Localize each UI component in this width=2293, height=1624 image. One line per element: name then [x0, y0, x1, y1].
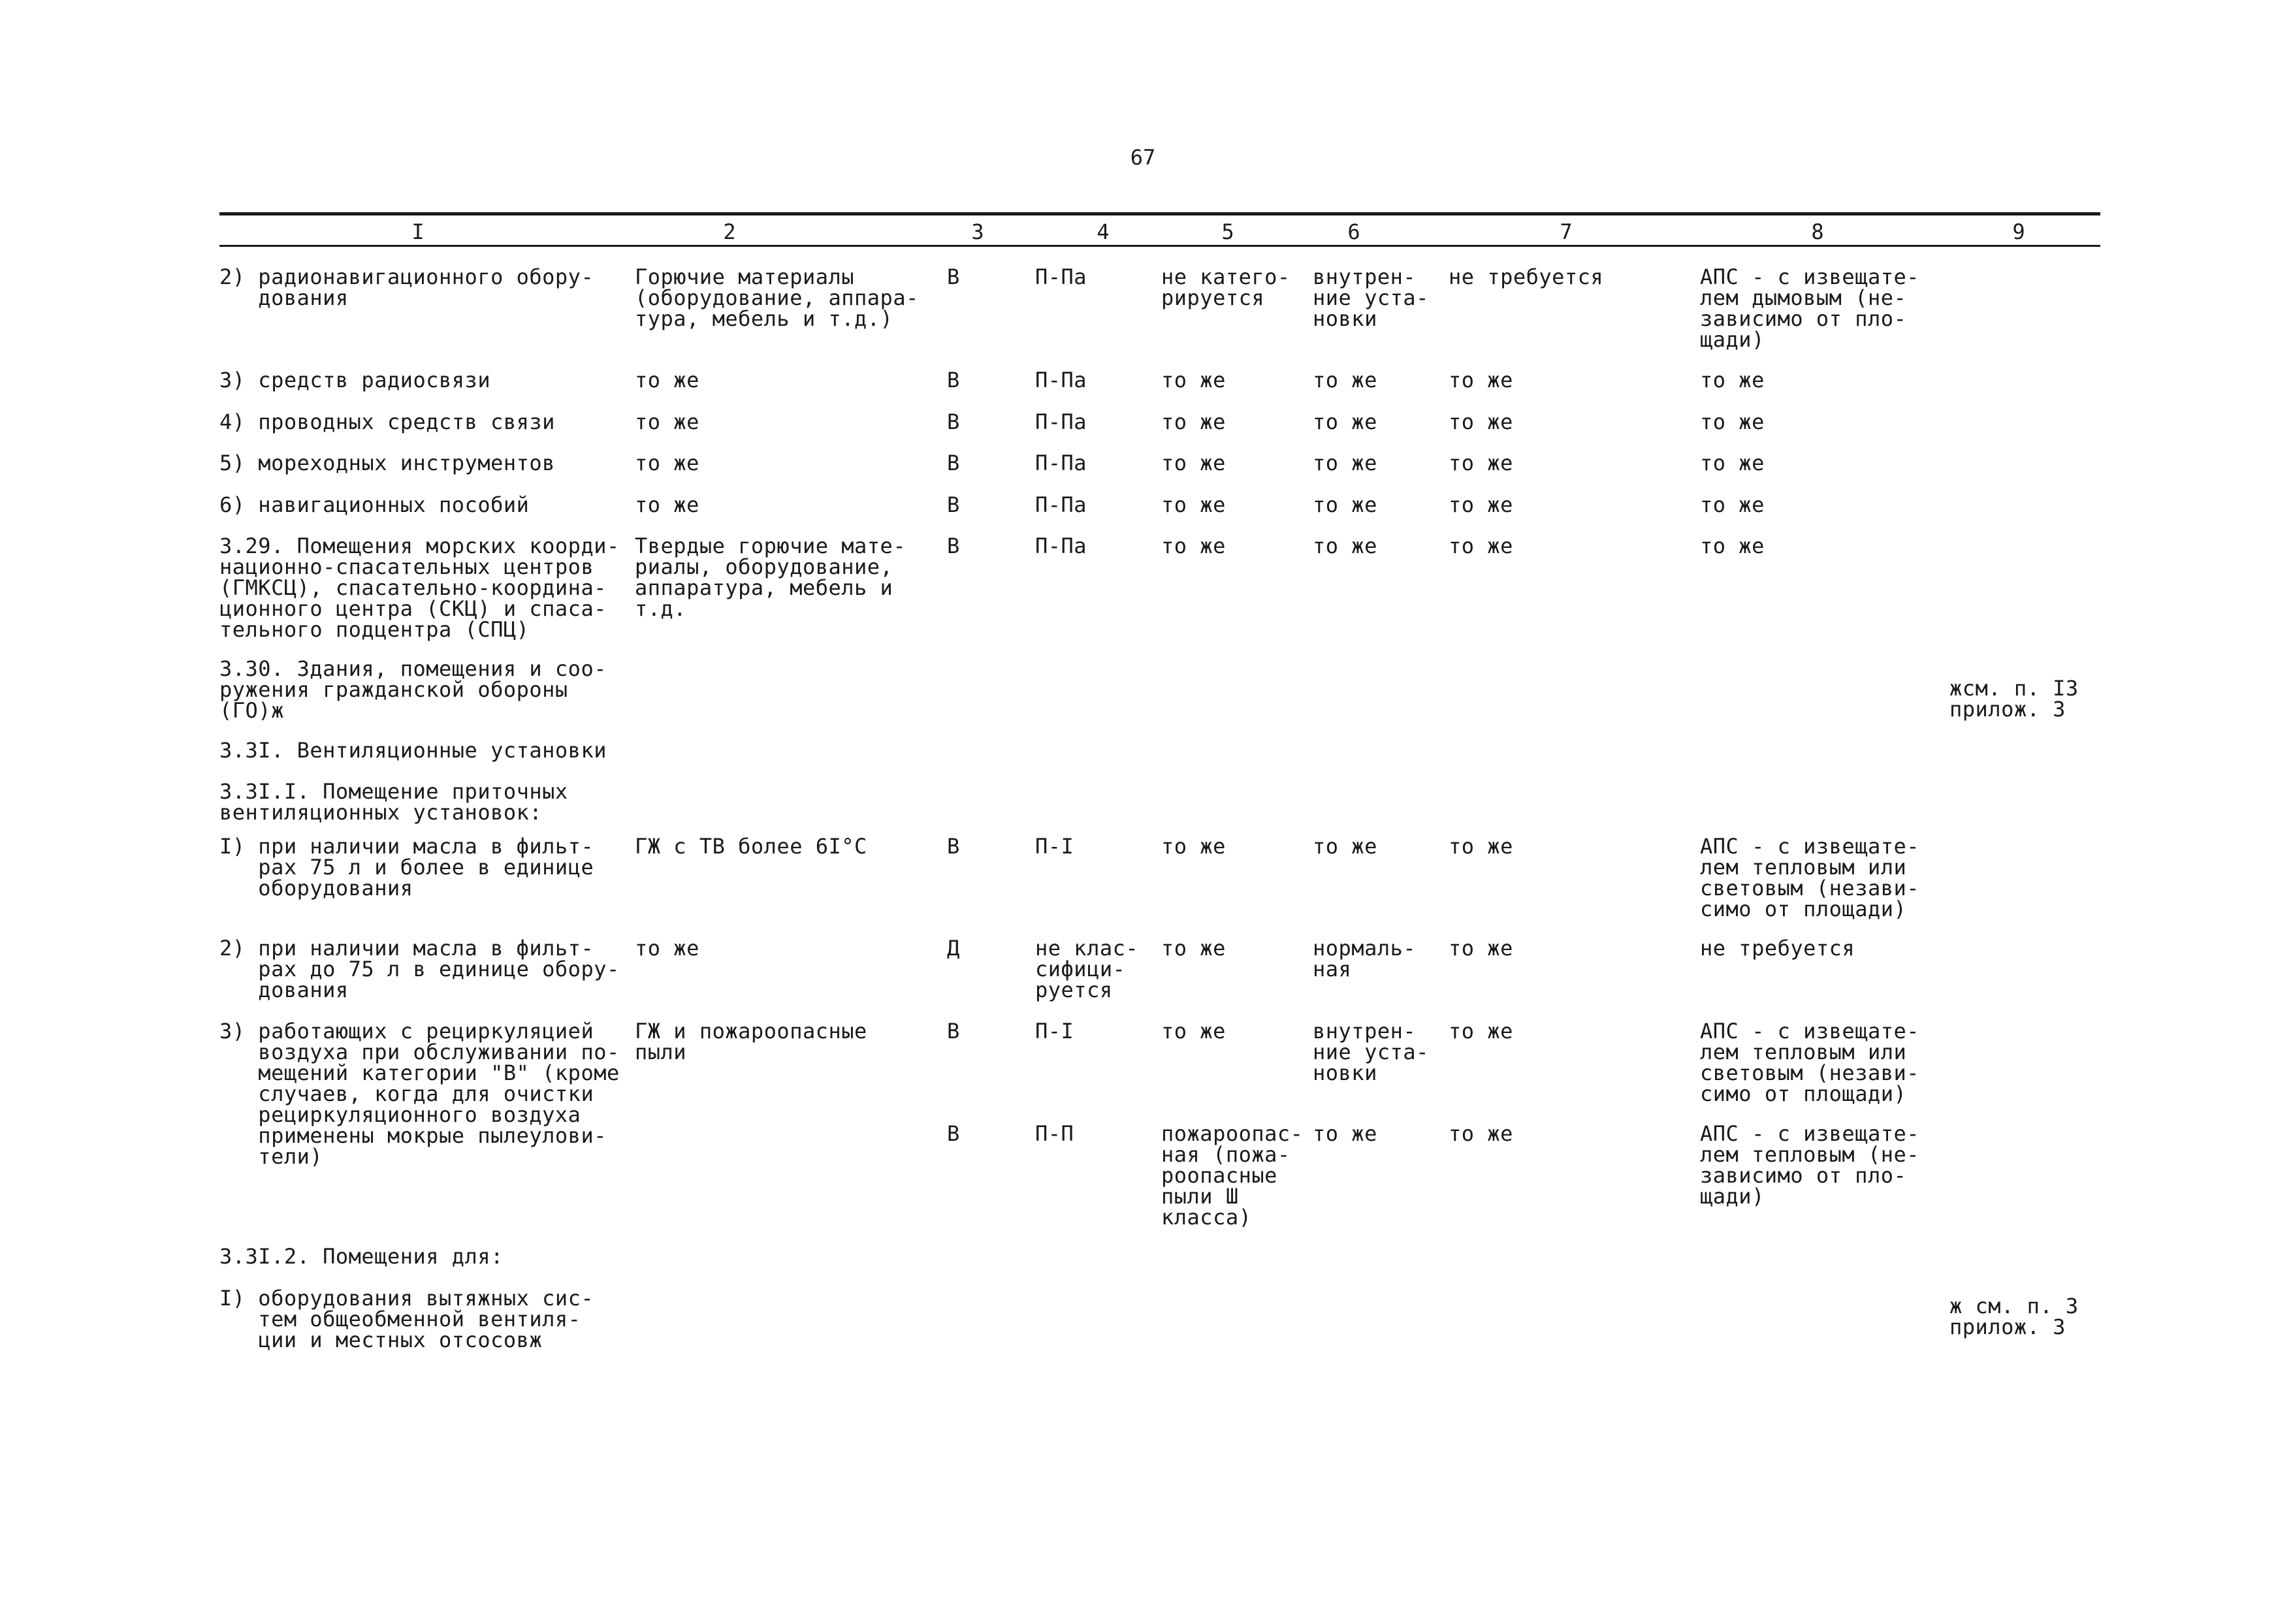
table-cell-c5: то же	[1161, 368, 1226, 392]
page-number: 67	[1130, 145, 1156, 170]
table-cell-c7: то же	[1449, 533, 1513, 558]
table-cell-c3: В	[947, 368, 960, 392]
table-cell-c5: пожароопас- ная (пожа- роопасные пыли Ш класса)	[1161, 1121, 1304, 1230]
table-cell-c1: 3.3I.I. Помещение приточных вентиляционных установок:	[219, 779, 568, 825]
column-number-1: I	[411, 219, 425, 244]
table-cell-c3: В	[947, 492, 960, 517]
table-cell-c4: П-П	[1035, 1121, 1074, 1146]
table-cell-c4: П-Па	[1035, 492, 1087, 517]
table-cell-c4: П-Па	[1035, 409, 1087, 434]
table-cell-c2: то же	[635, 451, 699, 475]
column-number-3: 3	[971, 219, 984, 244]
table-cell-c3: В	[947, 834, 960, 859]
table-cell-c7: то же	[1449, 1121, 1513, 1146]
table-cell-c1: I) оборудования вытяжных сис- тем общеобменной вентиля- ции и местных отсосовж	[219, 1286, 594, 1352]
column-number-5: 5	[1221, 219, 1234, 244]
table-cell-c2: то же	[635, 368, 699, 392]
table-cell-c7: то же	[1449, 834, 1513, 859]
table-cell-c4: не клас- сифици- руется	[1035, 936, 1139, 1002]
table-cell-c4: П-I	[1035, 1019, 1074, 1043]
table-cell-c9: ж см. п. 3 прилож. 3	[1949, 1294, 2079, 1339]
table-cell-c1: 3.3I. Вентиляционные установки	[219, 738, 607, 763]
table-cell-c2: то же	[635, 409, 699, 434]
table-cell-c6: то же	[1313, 1121, 1377, 1146]
table-cell-c1: 6) навигационных пособий	[219, 492, 530, 517]
column-number-9: 9	[2012, 219, 2025, 244]
table-cell-c8: то же	[1700, 492, 1765, 517]
table-cell-c9: жсм. п. I3 прилож. 3	[1949, 676, 2079, 722]
table-cell-c6: внутрен- ние уста- новки	[1313, 264, 1429, 331]
table-cell-c3: В	[947, 264, 960, 289]
table-cell-c1: 2) радионавигационного обору- дования	[219, 264, 594, 310]
table-cell-c5: не катего- рируется	[1161, 264, 1291, 310]
table-cell-c3: В	[947, 409, 960, 434]
table-cell-c6: внутрен- ние уста- новки	[1313, 1019, 1429, 1085]
table-cell-c5: то же	[1161, 1019, 1226, 1043]
table-cell-c2: Твердые горючие мате- риалы, оборудование, аппаратура, мебель и т.д.	[635, 533, 906, 621]
column-number-2: 2	[723, 219, 736, 244]
table-cell-c7: не требуется	[1449, 264, 1604, 289]
table-cell-c3: Д	[947, 936, 960, 961]
table-cell-c8: то же	[1700, 368, 1765, 392]
table-cell-c6: то же	[1313, 409, 1377, 434]
table-cell-c7: то же	[1449, 368, 1513, 392]
table-cell-c6: то же	[1313, 368, 1377, 392]
table-cell-c8: то же	[1700, 409, 1765, 434]
table-cell-c8: АПС - с извещате- лем дымовым (не- зависимо от пло- щади)	[1700, 264, 1920, 352]
table-cell-c5: то же	[1161, 834, 1226, 859]
table-cell-c2: то же	[635, 492, 699, 517]
table-cell-c4: П-Па	[1035, 533, 1087, 558]
table-cell-c1: 3) средств радиосвязи	[219, 368, 491, 392]
table-cell-c2: то же	[635, 936, 699, 961]
table-cell-c2: ГЖ с ТВ более 6I°С	[635, 834, 867, 859]
table-cell-c8: то же	[1700, 533, 1765, 558]
table-cell-c3: В	[947, 1121, 960, 1146]
table-cell-c1: 3.3I.2. Помещения для:	[219, 1244, 504, 1269]
table-cell-c4: П-Па	[1035, 451, 1087, 475]
table-cell-c4: П-I	[1035, 834, 1074, 859]
column-number-7: 7	[1560, 219, 1573, 244]
table-cell-c4: П-Па	[1035, 264, 1087, 289]
table-cell-c6: то же	[1313, 533, 1377, 558]
table-cell-c1: 5) мореходных инструментов	[219, 451, 555, 475]
table-cell-c1: 3.30. Здания, помещения и соо- ружения гражданской обороны (ГО)ж	[219, 656, 607, 723]
table-cell-c1: 3) работающих с рециркуляцией воздуха при обслуживании по- мещений категории "В" (кроме случаев, когда для очистки рециркуляционного воздуха применены мокрые пылеулови- тели)	[219, 1019, 620, 1169]
table-top-rule	[219, 212, 2100, 215]
table-cell-c8: не требуется	[1700, 936, 1855, 961]
table-cell-c5: то же	[1161, 451, 1226, 475]
table-cell-c6: то же	[1313, 492, 1377, 517]
table-cell-c1: 3.29. Помещения морских коорди- национно-спасательных центров (ГМКСЦ), спасательно-координа- ционного центра (СКЦ) и спаса- тельного подцентра (СПЦ)	[219, 533, 620, 642]
table-cell-c3: В	[947, 1019, 960, 1043]
table-cell-c1: 4) проводных средств связи	[219, 409, 555, 434]
table-cell-c3: В	[947, 533, 960, 558]
table-cell-c4: П-Па	[1035, 368, 1087, 392]
table-cell-c2: ГЖ и пожароопасные пыли	[635, 1019, 867, 1064]
column-number-4: 4	[1097, 219, 1110, 244]
table-cell-c7: то же	[1449, 409, 1513, 434]
table-cell-c7: то же	[1449, 451, 1513, 475]
table-cell-c7: то же	[1449, 492, 1513, 517]
table-cell-c6: то же	[1313, 834, 1377, 859]
table-cell-c5: то же	[1161, 492, 1226, 517]
table-cell-c2: Горючие материалы (оборудование, аппара- тура, мебель и т.д.)	[635, 264, 919, 331]
table-cell-c6: то же	[1313, 451, 1377, 475]
table-cell-c3: В	[947, 451, 960, 475]
table-cell-c1: I) при наличии масла в фильт- рах 75 л и более в единице оборудования	[219, 834, 594, 900]
table-cell-c5: то же	[1161, 409, 1226, 434]
table-cell-c8: АПС - с извещате- лем тепловым или световым (незави- симо от площади)	[1700, 834, 1920, 921]
table-cell-c5: то же	[1161, 936, 1226, 961]
table-cell-c6: нормаль- ная	[1313, 936, 1417, 981]
table-cell-c8: то же	[1700, 451, 1765, 475]
table-header-rule	[219, 245, 2100, 247]
table-cell-c7: то же	[1449, 936, 1513, 961]
table-cell-c8: АПС - с извещате- лем тепловым или световым (незави- симо от площади)	[1700, 1019, 1920, 1106]
table-cell-c8: АПС - с извещате- лем тепловым (не- зависимо от пло- щади)	[1700, 1121, 1920, 1209]
column-number-8: 8	[1811, 219, 1824, 244]
table-cell-c1: 2) при наличии масла в фильт- рах до 75 л в единице обору- дования	[219, 936, 620, 1002]
table-cell-c7: то же	[1449, 1019, 1513, 1043]
column-number-6: 6	[1347, 219, 1360, 244]
table-cell-c5: то же	[1161, 533, 1226, 558]
